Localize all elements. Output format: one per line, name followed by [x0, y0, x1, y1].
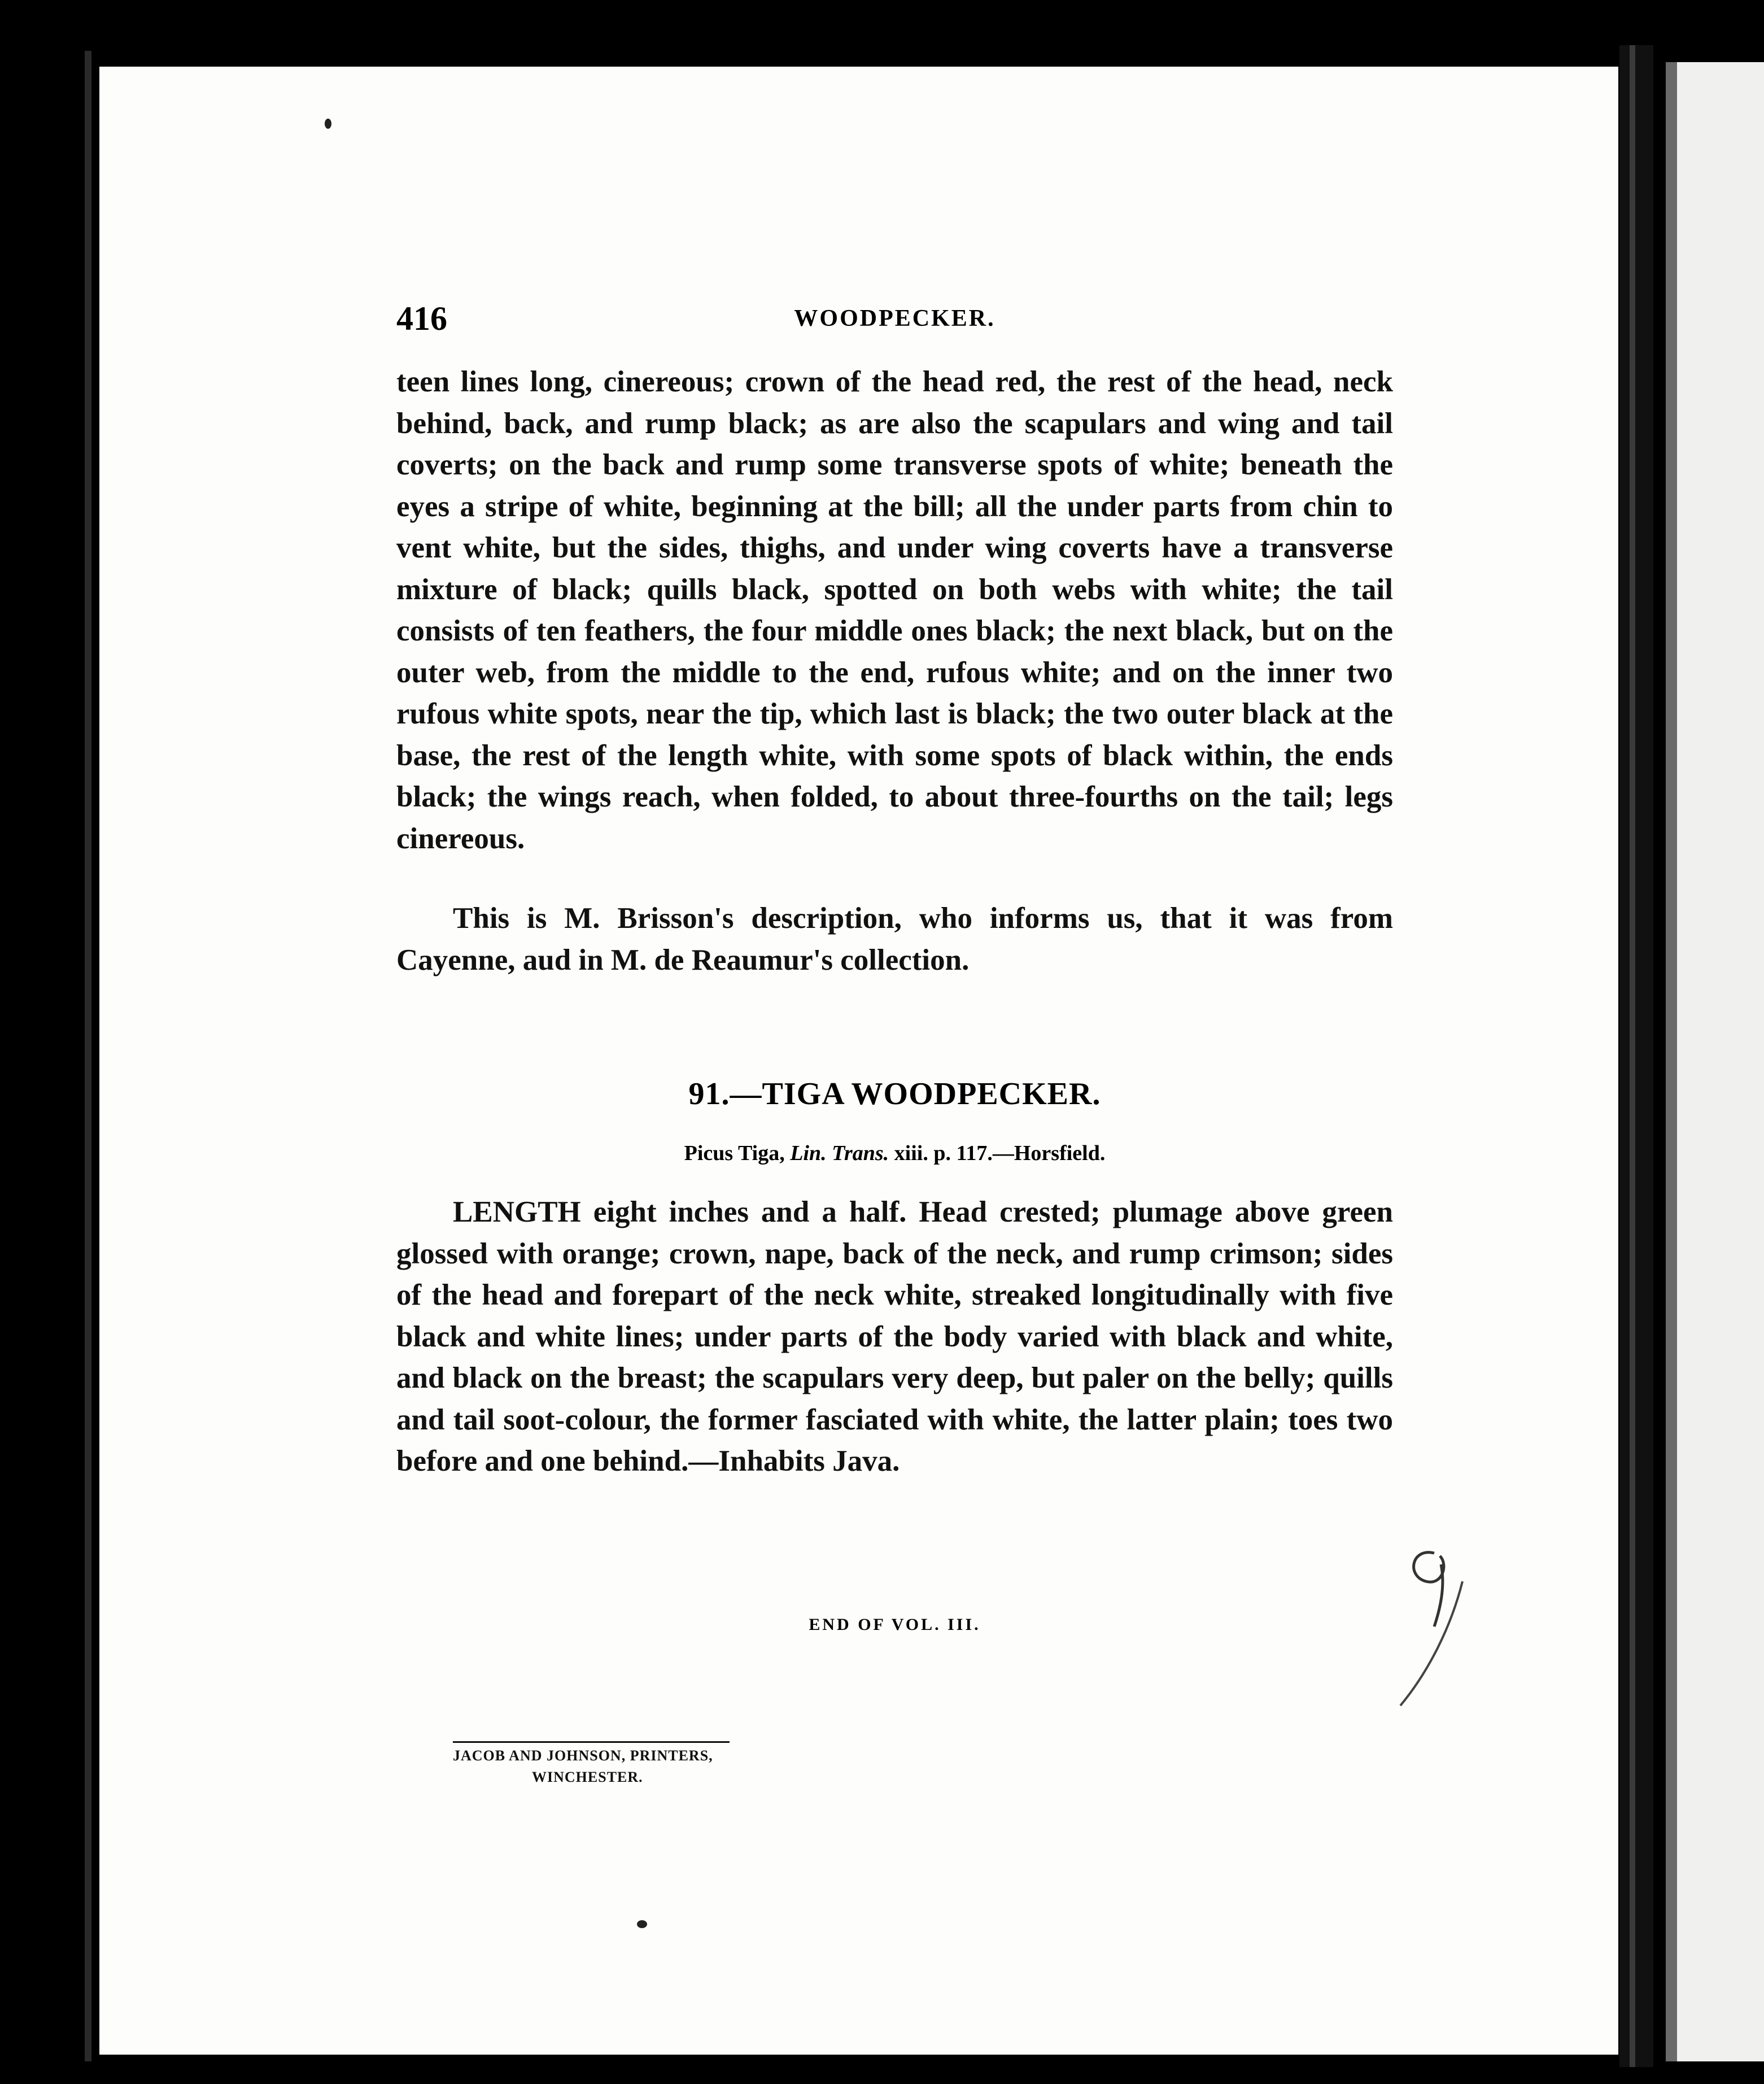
ink-bleed-mark [830, 0, 966, 28]
section-heading: 91.—TIGA WOODPECKER. [688, 1076, 1101, 1111]
binding-stripe [1630, 45, 1635, 2067]
synonym-prefix: Picus Tiga, [684, 1141, 785, 1165]
body-paragraph-continued: teen lines long, cinereous; crown of the head red, the rest of the head, neck behind, back, and rump black; as are also the scapulars and wing and tail coverts; on the back and rump some transverse spots of white; beneath the eyes a stripe of white, beginning at the bill; all the under parts from chin to vent white, but the sides, thighs, and under wing coverts have a transverse mixture of black; quills black, spotted on both webs with white; the tail consists of ten feathers, the four middle ones black; the next black, but on the outer web, from the middle to the end, rufous white; and on the inner two rufous white spots, near the tip, which last is black; the two outer black at the base, the rest of the length white, with some spots of black within, the ends black; the wings reach, when folded, to about three-fourths on the tail; legs cinereous. [396, 365, 1393, 855]
page-number: 416 [396, 300, 447, 337]
synonym-reference [396, 1141, 1393, 1166]
adjacent-page-fragment [1666, 62, 1764, 2061]
end-of-volume-note: END OF VOL. III. [809, 1615, 981, 1634]
synonym-italic: Lin. Trans. [790, 1141, 889, 1165]
printer-name: JACOB AND JOHNSON, PRINTERS, [453, 1747, 713, 1764]
body-paragraph-brisson: This is M. Brisson's description, who informs us, that it was from Cayenne, aud in M. de Reaumur's collection. [396, 902, 1393, 976]
book-binding [1619, 45, 1653, 2067]
ink-speck [637, 1920, 647, 1928]
running-title: WOODPECKER. [794, 306, 995, 332]
species-description: LENGTH eight inches and a half. Head crested; plumage above green glossed with orange; crown, nape, back of the neck, and rump crimson; sides of the head and forepart of the neck white, streaked longitudinally with five black and white lines; under parts of the body varied with black and white, and black on the breast; the scapulars very deep, but paler on the belly; quills and tail soot-colour, the former fasciated with white, the latter plain; toes two before and one behind.—Inhabits Java. [396, 1196, 1393, 1477]
handwritten-pencil-mark [1395, 1542, 1474, 1711]
printer-divider [453, 1741, 730, 1743]
page-left-edge [85, 51, 91, 2061]
page-fold-shadow [1666, 62, 1677, 2061]
printer-location: WINCHESTER. [532, 1769, 643, 1785]
running-head [396, 299, 1393, 345]
synonym-suffix: xiii. p. 117.—Horsfield. [894, 1141, 1106, 1165]
printer-imprint [453, 1745, 735, 1788]
ink-speck [325, 119, 331, 129]
